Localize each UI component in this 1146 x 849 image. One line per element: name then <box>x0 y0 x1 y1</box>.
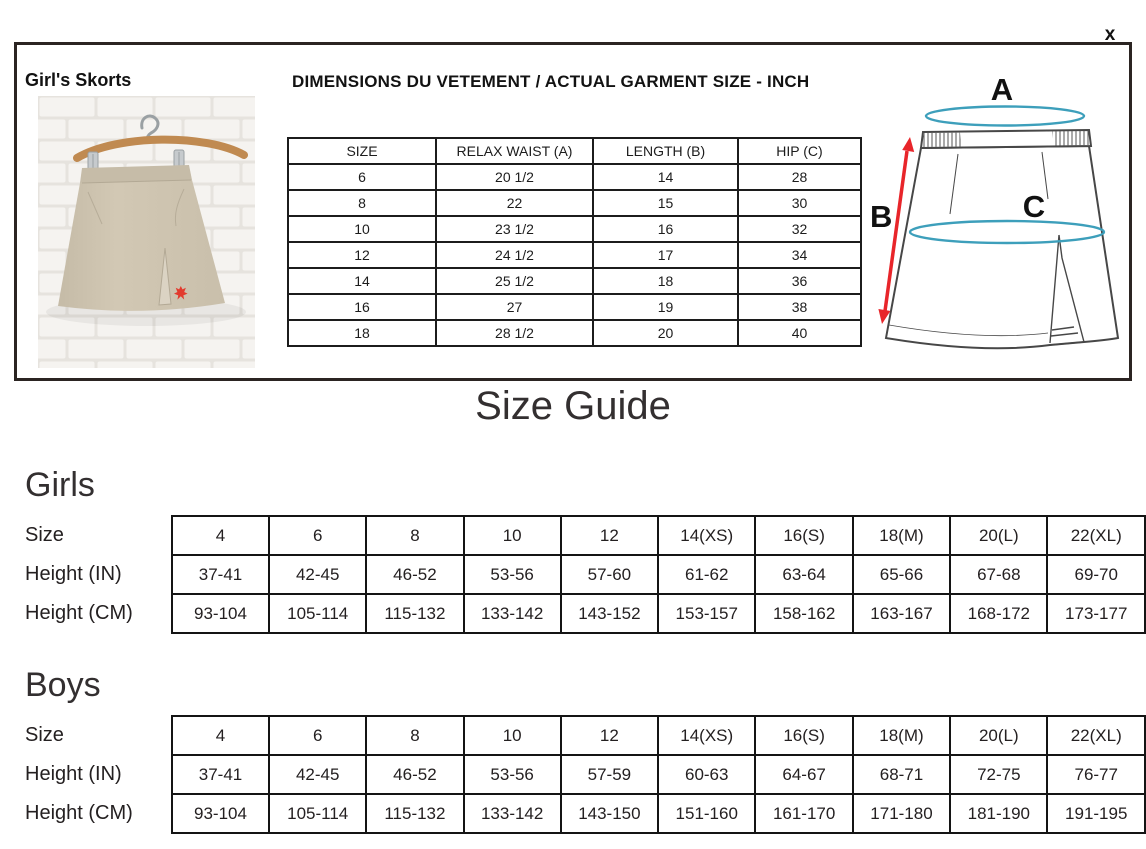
garment-cell: 8 <box>288 190 436 216</box>
size-cell: 115-132 <box>366 794 463 833</box>
product-title: Girl's Skorts <box>25 70 132 90</box>
size-cell: 57-59 <box>561 755 658 794</box>
size-row-label: Size <box>25 524 64 546</box>
garment-cell: 34 <box>738 242 861 268</box>
garment-row <box>288 216 861 242</box>
size-cell: 46-52 <box>366 555 463 594</box>
size-row <box>25 594 1145 633</box>
diagram-label-a: A <box>990 72 1014 107</box>
size-cell: 163-167 <box>853 594 950 633</box>
size-cell: 6 <box>269 716 366 755</box>
size-cell: 158-162 <box>755 594 852 633</box>
size-cell: 151-160 <box>658 794 755 833</box>
garment-cell: 36 <box>738 268 861 294</box>
size-cell: 161-170 <box>755 794 852 833</box>
size-cell: 6 <box>269 516 366 555</box>
size-cell: 61-62 <box>658 555 755 594</box>
size-cell: 133-142 <box>464 594 561 633</box>
boys-size-table <box>25 715 1146 834</box>
size-cell: 12 <box>561 716 658 755</box>
garment-cell: 14 <box>593 164 738 190</box>
size-cell: 69-70 <box>1047 555 1145 594</box>
size-cell: 22(XL) <box>1047 516 1145 555</box>
garment-cell: 16 <box>593 216 738 242</box>
size-row <box>25 716 1145 755</box>
garment-cell: 15 <box>593 190 738 216</box>
garment-cell: 22 <box>436 190 593 216</box>
garment-cell: 25 1/2 <box>436 268 593 294</box>
size-cell: 105-114 <box>269 594 366 633</box>
garment-cell: 23 1/2 <box>436 216 593 242</box>
size-cell: 57-60 <box>561 555 658 594</box>
size-cell: 20(L) <box>950 716 1047 755</box>
close-button[interactable]: x <box>1097 22 1123 48</box>
size-guide-title: Size Guide <box>475 384 671 428</box>
size-row <box>25 755 1145 794</box>
size-cell: 72-75 <box>950 755 1047 794</box>
garment-cell: 28 1/2 <box>436 320 593 346</box>
garment-row <box>288 164 861 190</box>
size-cell: 10 <box>464 716 561 755</box>
size-cell: 42-45 <box>269 755 366 794</box>
size-cell: 65-66 <box>853 555 950 594</box>
garment-col-header: LENGTH (B) <box>593 138 738 164</box>
garment-col-header: RELAX WAIST (A) <box>436 138 593 164</box>
size-cell: 67-68 <box>950 555 1047 594</box>
size-cell: 93-104 <box>172 794 269 833</box>
garment-col-header: HIP (C) <box>738 138 861 164</box>
size-row <box>25 794 1145 833</box>
garment-cell: 32 <box>738 216 861 242</box>
girls-size-table <box>25 515 1146 634</box>
size-cell: 105-114 <box>269 794 366 833</box>
size-cell: 42-45 <box>269 555 366 594</box>
garment-cell: 17 <box>593 242 738 268</box>
product-photo <box>38 96 255 368</box>
measurement-diagram <box>862 62 1128 362</box>
size-cell: 16(S) <box>755 716 852 755</box>
size-row-label: Height (IN) <box>25 763 122 785</box>
garment-cell: 24 1/2 <box>436 242 593 268</box>
size-cell: 143-152 <box>561 594 658 633</box>
diagram-skort-body <box>886 146 1118 348</box>
garment-cell: 10 <box>288 216 436 242</box>
size-cell: 171-180 <box>853 794 950 833</box>
size-row-label: Height (CM) <box>25 802 133 824</box>
size-cell: 12 <box>561 516 658 555</box>
garment-size-table <box>287 137 862 347</box>
size-cell: 14(XS) <box>658 716 755 755</box>
garment-cell: 12 <box>288 242 436 268</box>
size-cell: 46-52 <box>366 755 463 794</box>
garment-cell: 20 <box>593 320 738 346</box>
garment-cell: 14 <box>288 268 436 294</box>
diagram-label-c: C <box>1022 189 1046 224</box>
garment-cell: 20 1/2 <box>436 164 593 190</box>
garment-cell: 19 <box>593 294 738 320</box>
size-cell: 14(XS) <box>658 516 755 555</box>
garment-cell: 18 <box>593 268 738 294</box>
garment-cell: 16 <box>288 294 436 320</box>
size-cell: 18(M) <box>853 516 950 555</box>
size-cell: 8 <box>366 716 463 755</box>
size-row-label: Height (IN) <box>25 563 122 585</box>
size-cell: 10 <box>464 516 561 555</box>
size-cell: 20(L) <box>950 516 1047 555</box>
size-cell: 4 <box>172 516 269 555</box>
girls-heading: Girls <box>25 466 95 504</box>
size-row-label: Height (CM) <box>25 602 133 624</box>
diagram-label-b: B <box>870 199 893 234</box>
size-cell: 153-157 <box>658 594 755 633</box>
garment-cell: 40 <box>738 320 861 346</box>
garment-header-row <box>288 138 861 164</box>
size-cell: 76-77 <box>1047 755 1145 794</box>
size-cell: 173-177 <box>1047 594 1145 633</box>
size-cell: 18(M) <box>853 716 950 755</box>
garment-row <box>288 242 861 268</box>
size-cell: 63-64 <box>755 555 852 594</box>
garment-row <box>288 320 861 346</box>
waist-measure-ellipse <box>926 107 1084 126</box>
garment-cell: 27 <box>436 294 593 320</box>
size-cell: 37-41 <box>172 755 269 794</box>
garment-cell: 30 <box>738 190 861 216</box>
size-cell: 16(S) <box>755 516 852 555</box>
size-cell: 22(XL) <box>1047 716 1145 755</box>
size-cell: 68-71 <box>853 755 950 794</box>
size-row <box>25 555 1145 594</box>
size-cell: 191-195 <box>1047 794 1145 833</box>
garment-cell: 18 <box>288 320 436 346</box>
garment-cell: 38 <box>738 294 861 320</box>
garment-col-header: SIZE <box>288 138 436 164</box>
size-cell: 143-150 <box>561 794 658 833</box>
size-cell: 37-41 <box>172 555 269 594</box>
size-cell: 53-56 <box>464 755 561 794</box>
size-row-label: Size <box>25 724 64 746</box>
size-cell: 93-104 <box>172 594 269 633</box>
dimensions-heading: DIMENSIONS DU VETEMENT / ACTUAL GARMENT SIZE - INCH <box>292 72 810 91</box>
size-row <box>25 516 1145 555</box>
garment-row <box>288 268 861 294</box>
size-cell: 181-190 <box>950 794 1047 833</box>
garment-cell: 28 <box>738 164 861 190</box>
size-cell: 8 <box>366 516 463 555</box>
boys-heading: Boys <box>25 666 101 704</box>
size-cell: 133-142 <box>464 794 561 833</box>
size-cell: 168-172 <box>950 594 1047 633</box>
size-cell: 60-63 <box>658 755 755 794</box>
size-cell: 53-56 <box>464 555 561 594</box>
size-cell: 115-132 <box>366 594 463 633</box>
garment-row <box>288 190 861 216</box>
size-cell: 4 <box>172 716 269 755</box>
garment-row <box>288 294 861 320</box>
size-cell: 64-67 <box>755 755 852 794</box>
garment-cell: 6 <box>288 164 436 190</box>
